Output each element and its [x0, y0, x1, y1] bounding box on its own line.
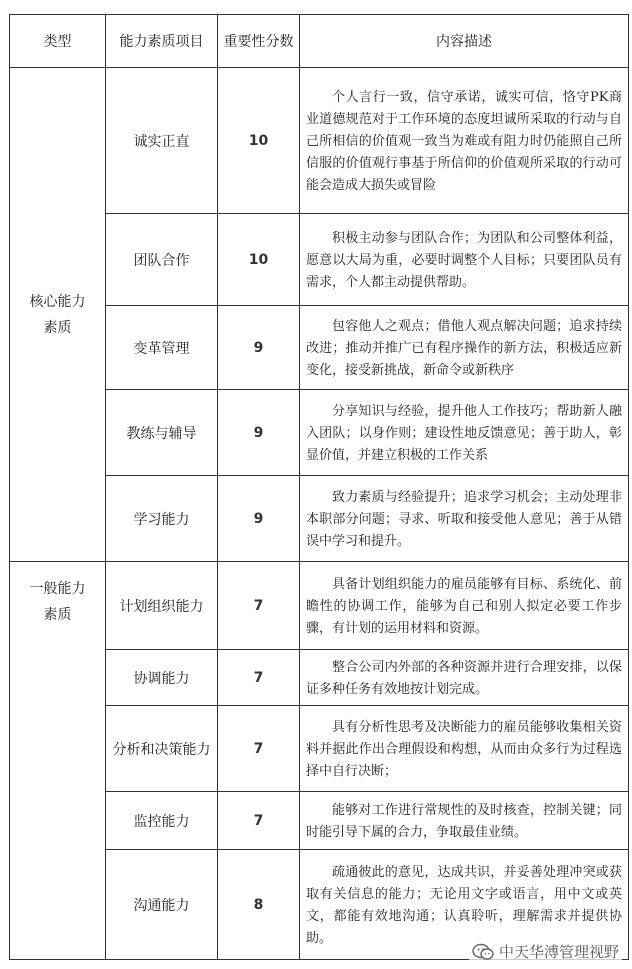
desc-cell: 能够对工作进行常规性的及时核查，控制关键；同时能引导下属的合力，争取最佳业绩。 [300, 792, 629, 850]
desc-cell: 疏通彼此的意见，达成共识，并妥善处理冲突或获取有关信息的能力；无论用文字或语言，用中文或英文，都能有效地沟通；认真聆听，理解需求并提供协助。 [300, 850, 629, 960]
item-cell: 沟通能力 [106, 850, 218, 960]
item-cell: 教练与辅导 [106, 390, 218, 476]
desc-cell: 具备计划组织能力的雇员能够有目标、系统化、前瞻性的协调工作，能够为自己和别人拟定必要工作步骤，有计划的运用材料和资源。 [300, 562, 629, 650]
watermark [469, 940, 622, 963]
watermark-text: 中天华溥管理视野 [498, 943, 619, 961]
header-type: 类型 [10, 15, 106, 68]
score-cell: 10 [218, 68, 300, 214]
score-cell: 9 [218, 390, 300, 476]
group-type-general [10, 562, 106, 960]
desc-cell: 致力素质与经验提升；追求学习机会；主动处理非本职部分问题；寻求、听取和接受他人意见；善于从错误中学习和提升。 [300, 476, 629, 562]
header-desc: 内容描述 [300, 15, 629, 68]
header-item: 能力素质项目 [106, 15, 218, 68]
item-cell: 协调能力 [106, 650, 218, 706]
score-cell: 8 [218, 850, 300, 960]
score-cell: 7 [218, 706, 300, 792]
score-cell: 7 [218, 650, 300, 706]
item-cell: 分析和决策能力 [106, 706, 218, 792]
item-cell: 诚实正直 [106, 68, 218, 214]
desc-cell: 整合公司内外部的各种资源并进行合理安排，以保证多种任务有效地按计划完成。 [300, 650, 629, 706]
table-row [10, 68, 629, 214]
cropped-top-text [0, 0, 632, 14]
item-cell: 监控能力 [106, 792, 218, 850]
score-cell: 7 [218, 792, 300, 850]
type-line: 核心能力 [29, 293, 86, 310]
item-cell: 学习能力 [106, 476, 218, 562]
type-line: 素质 [43, 319, 72, 336]
desc-cell: 分享知识与经验，提升他人工作技巧；帮助新人融入团队；以身作则；建设性地反馈意见；善于助人，彰显价值，并建立积极的工作关系 [300, 390, 629, 476]
item-cell: 计划组织能力 [106, 562, 218, 650]
header-score: 重要性分数 [218, 15, 300, 68]
desc-cell: 包容他人之观点；借他人观点解决问题；追求持续改进；推动并推广已有程序操作的新方法，积极适应新变化，接受新挑战，新命令或新秩序 [300, 306, 629, 390]
score-cell: 9 [218, 476, 300, 562]
item-cell: 团队合作 [106, 214, 218, 306]
item-cell: 变革管理 [106, 306, 218, 390]
table-header-row [10, 15, 629, 68]
desc-cell: 积极主动参与团队合作；为团队和公司整体利益，愿意以大局为重，必要时调整个人目标；只要团队员有需求，个人都主动提供帮助。 [300, 214, 629, 306]
score-cell: 7 [218, 562, 300, 650]
type-line: 素质 [43, 607, 72, 623]
group-type-core [10, 68, 106, 562]
type-line: 一般能力 [29, 581, 86, 597]
score-cell: 10 [218, 214, 300, 306]
desc-cell: 具有分析性思考及决断能力的雇员能够收集相关资料并据此作出合理假设和构想，从而由众多行为过程选择中自行决断； [300, 706, 629, 792]
desc-cell: 个人言行一致，信守承诺，诚实可信，恪守PK商业道德规范对于工作环境的态度坦诚所采取的行动与自己所相信的价值观一致当为难或有阻力时仍能照自己所信服的价值观行事基于所信仰的价值观所采取的行动可能会造成大损失或冒险 [300, 68, 629, 214]
score-cell: 9 [218, 306, 300, 390]
wechat-icon [472, 943, 494, 961]
table-row [10, 562, 629, 650]
competency-table [9, 14, 629, 960]
